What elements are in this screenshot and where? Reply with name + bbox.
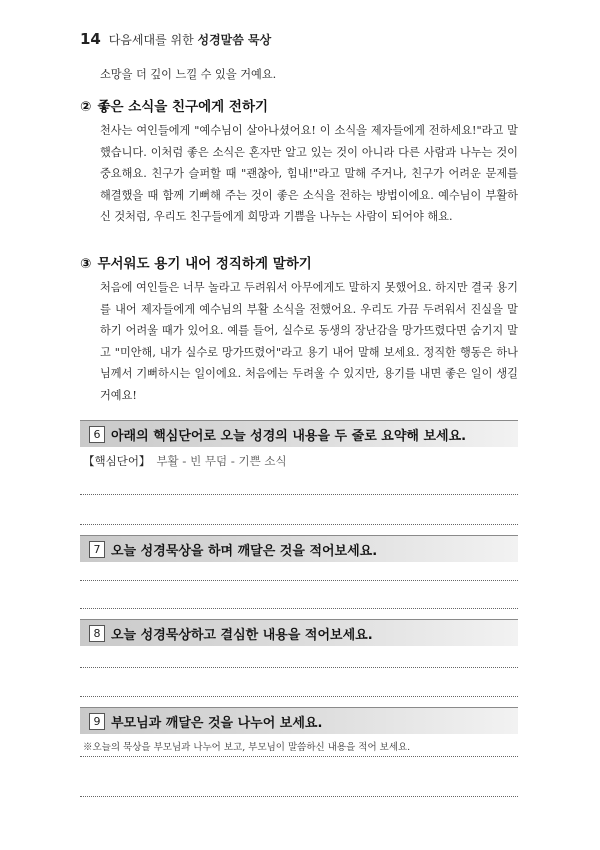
book-subtitle: 다음세대를 위한 bbox=[108, 33, 194, 47]
answer-line[interactable] bbox=[80, 608, 518, 609]
question-bar-6 bbox=[80, 420, 518, 447]
section-marker: ③ bbox=[80, 256, 92, 272]
answer-line[interactable] bbox=[80, 667, 518, 668]
section-heading-3 bbox=[80, 252, 312, 272]
answer-line[interactable] bbox=[80, 696, 518, 697]
section-heading-text: 좋은 소식을 친구에게 전하기 bbox=[97, 99, 269, 115]
question-text: 오늘 성경묵상하고 결심한 내용을 적어보세요. bbox=[111, 627, 373, 643]
answer-line[interactable] bbox=[80, 524, 518, 525]
answer-line[interactable] bbox=[80, 580, 518, 581]
keyword-values: 부활 - 빈 무덤 - 기쁜 소식 bbox=[156, 454, 287, 468]
question-text: 오늘 성경묵상을 하며 깨달은 것을 적어보세요. bbox=[111, 543, 378, 559]
answer-line[interactable] bbox=[80, 494, 518, 495]
question-text: 아래의 핵심단어로 오늘 성경의 내용을 두 줄로 요약해 보세요. bbox=[111, 428, 467, 444]
question-bar-7 bbox=[80, 535, 518, 562]
parent-note: ※오늘의 묵상을 부모님과 나누어 보고, 부모님이 말씀하신 내용을 적어 보세요. bbox=[83, 742, 411, 753]
question-text: 부모님과 깨달은 것을 나누어 보세요. bbox=[111, 715, 323, 731]
section-heading-2 bbox=[80, 95, 268, 115]
page-number: 14 bbox=[80, 30, 101, 48]
book-title: 성경말씀 묵상 bbox=[197, 33, 272, 47]
section-heading-text: 무서워도 용기 내어 정직하게 말하기 bbox=[97, 256, 312, 272]
section-body-2: 천사는 여인들에게 "예수님이 살아나셨어요! 이 소식을 제자들에게 전하세요!"라고 말했습니다. 이처럼 좋은 소식은 혼자만 알고 있는 것이 아니라 다른 사람과 나누는 것이 중요해요. 친구가 슬퍼할 때 "괜찮아, 힘내!"라고 말해 주거나, 친구가 어려운 문제를 해결했을 때 함께 기뻐해 주는 것이 좋은 소식을 전하는 방법이에요. 예수님이 부활하신 것처럼, 우리도 친구들에게 희망과 기쁨을 나누는 사람이 되어야 해요. bbox=[100, 124, 518, 223]
page-header bbox=[80, 30, 271, 48]
question-number: 8 bbox=[89, 625, 105, 642]
section-body-3: 처음에 여인들은 너무 놀라고 두려워서 아무에게도 말하지 못했어요. 하지만 결국 용기를 내어 제자들에게 예수님의 부활 소식을 전했어요. 우리도 가끔 두려워서 진실을 말하기 어려울 때가 있어요. 예를 들어, 실수로 동생의 장난감을 망가뜨렸다면 숨기지 말고 "미안해, 내가 실수로 망가뜨렸어"라고 용기 내어 말해 보세요. 정직한 행동은 하나님께서 기뻐하시는 일이에요. 처음에는 두려울 수 있지만, 용기를 내면 좋은 일이 생길 거예요! bbox=[100, 281, 518, 402]
keyword-line bbox=[83, 453, 287, 469]
question-bar-8 bbox=[80, 619, 518, 646]
question-number: 9 bbox=[89, 713, 105, 730]
question-number: 6 bbox=[89, 426, 105, 443]
section-marker: ② bbox=[80, 99, 92, 115]
question-bar-9 bbox=[80, 707, 518, 734]
keyword-label: 【핵심단어】 bbox=[83, 454, 151, 468]
intro-paragraph: 소망을 더 깊이 느낄 수 있을 거예요. bbox=[100, 68, 277, 81]
question-number: 7 bbox=[89, 541, 105, 558]
answer-line[interactable] bbox=[80, 756, 518, 757]
answer-line[interactable] bbox=[80, 796, 518, 797]
